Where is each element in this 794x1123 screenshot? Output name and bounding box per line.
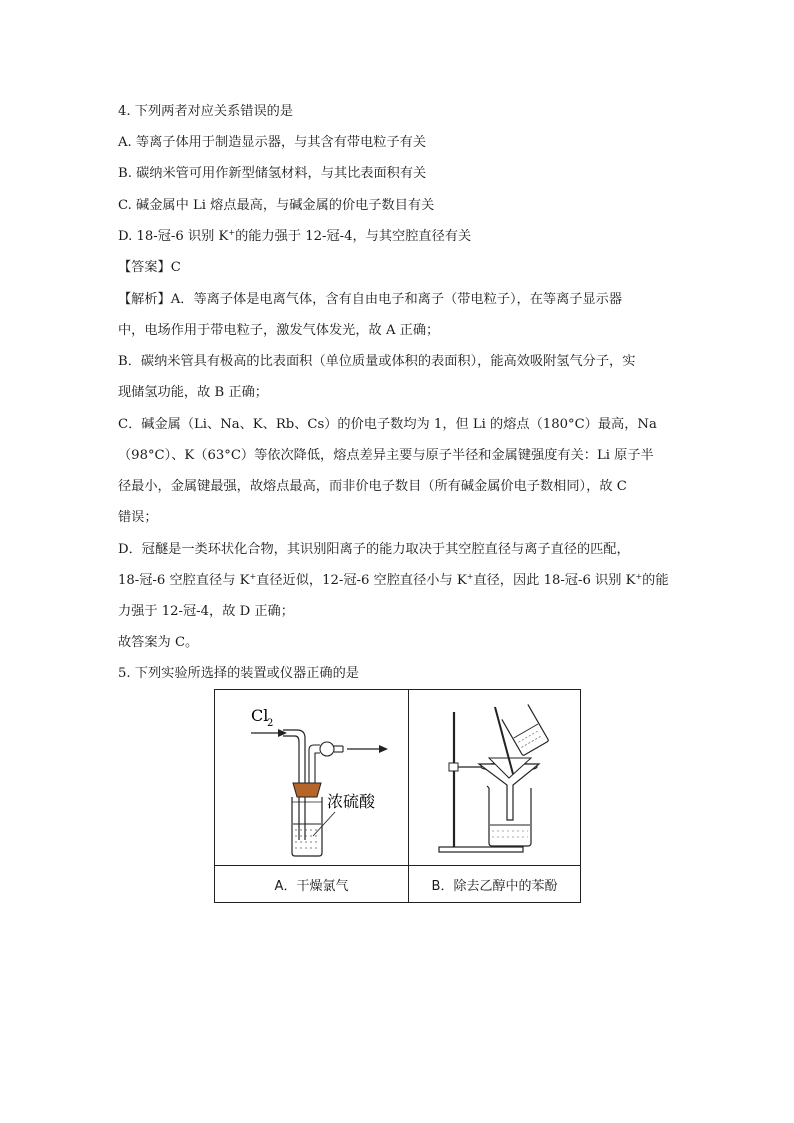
analysis-line: 现储氢功能，故 B 正确； bbox=[118, 385, 268, 400]
q4-option-d: D. 18-冠-6 识别 K+的能力强于 12-冠-4，与其空腔直径有关 bbox=[118, 228, 472, 244]
figure-b-cell bbox=[409, 690, 581, 866]
analysis-line: 径最小，金属键最强，故熔点最高，而非价电子数目（所有碱金属价电子数相同），故 C bbox=[118, 479, 627, 494]
analysis-line: （98°C）、K（63°C）等依次降低，熔点差异主要与原子半径和金属键强度有关：Li 原子半 bbox=[118, 448, 654, 463]
figure-a-cell bbox=[215, 690, 409, 866]
analysis-line: 故答案为 C。 bbox=[118, 635, 199, 650]
q4-answer: 【答案】C bbox=[118, 260, 181, 275]
analysis-line: 错误； bbox=[118, 510, 158, 525]
apparatus-figure-table bbox=[214, 689, 581, 903]
analysis-line: B．碳纳米管具有极高的比表面积（单位质量或体积的表面积），能高效吸附氢气分子，实 bbox=[118, 354, 636, 369]
q4-option-b: B. 碳纳米管可用作新型储氢材料，与其比表面积有关 bbox=[118, 166, 427, 181]
figure-a-caption: A．干燥氯气 bbox=[215, 866, 409, 903]
analysis-line: 力强于 12-冠-4，故 D 正确； bbox=[118, 604, 294, 619]
analysis-line: 中，电场作用于带电粒子，激发气体发光，故 A 正确； bbox=[118, 323, 440, 338]
analysis-line: D．冠醚是一类环状化合物，其识别阳离子的能力取决于其空腔直径与离子直径的匹配， bbox=[118, 542, 630, 557]
reagent-label: 浓硫酸 bbox=[327, 792, 376, 811]
filtration-setup-diagram bbox=[409, 690, 580, 861]
question-4-stem: 4. 下列两者对应关系错误的是 bbox=[118, 104, 294, 119]
q4-option-a: A. 等离子体用于制造显示器，与其含有带电粒子有关 bbox=[118, 135, 427, 150]
analysis-line: 【解析】A．等离子体是电离气体，含有自由电子和离子（带电粒子），在等离子显示器 bbox=[118, 292, 623, 307]
question-5-stem: 5. 下列实验所选择的装置或仪器正确的是 bbox=[118, 666, 359, 681]
q4-option-c: C. 碱金属中 Li 熔点最高，与碱金属的价电子数目有关 bbox=[118, 198, 435, 213]
gas-label-subscript: 2 bbox=[267, 718, 274, 729]
gas-label: Cl bbox=[251, 706, 269, 725]
figure-b-caption: B．除去乙醇中的苯酚 bbox=[409, 866, 581, 903]
analysis-line: C．碱金属（Li、Na、K、Rb、Cs）的价电子数均为 1，但 Li 的熔点（180°C）最高，Na bbox=[118, 417, 657, 432]
drying-bottle-diagram bbox=[215, 690, 408, 861]
analysis-line: 18-冠-6 空腔直径与 K+直径近似，12-冠-6 空腔直径小与 K+直径，因此 18-冠-6 识别 K+的能 bbox=[118, 572, 669, 588]
